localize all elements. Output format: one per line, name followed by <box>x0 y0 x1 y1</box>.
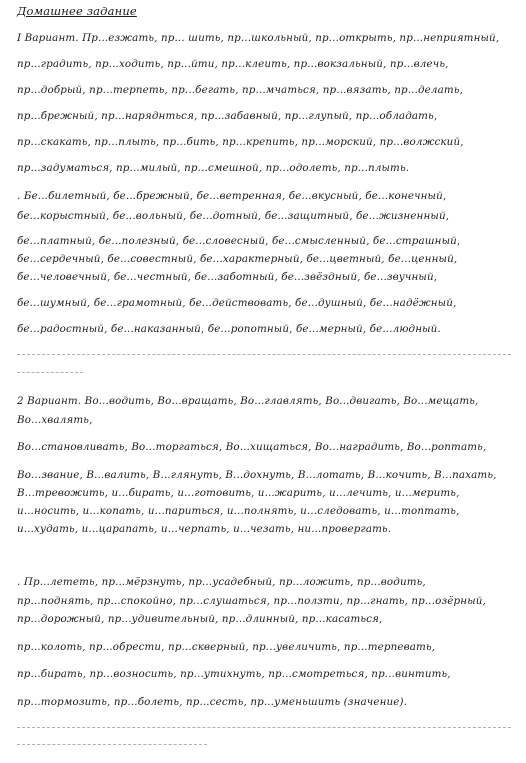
variant2-line: Во...хвалять, <box>17 414 93 426</box>
be-line: бе...корыстный, бе...вольный, бе...дотный, бе...защитный, бе...жизненный, <box>17 210 450 222</box>
be-line: бе...радостный, бе...наказанный, бе...ропотный, бе...мерный, бе...людный. <box>17 323 441 335</box>
variant2-line: 2 Вариант. Во...водить, Во...вращать, Во...главлять, Во...двигать, Во...мещать, <box>17 395 479 407</box>
pr-line: пр...поднять, пр...спокойно, пр...слушаться, пр...ползти, пр...гнать, пр...озёрный, <box>17 595 486 607</box>
variant1-line: пр...задуматься, пр...милый, пр...смешной, пр...одолеть, пр...плыть. <box>17 162 410 174</box>
section-divider <box>17 372 83 373</box>
be-line: бе...платный, бе...полезный, бе...словесный, бе...смысленный, бе...страшный, <box>17 235 461 247</box>
be-line: бе...человечный, бе...честный, бе...заботный, бе...звёздный, бе...звучный, <box>17 271 438 283</box>
page-title: Домашнее задание <box>17 4 137 18</box>
section-divider <box>17 744 207 745</box>
pr-line: . Пр...лететь, пр...мёрзнуть, пр...усадебный, пр...ложить, пр...водить, <box>17 576 426 588</box>
variant1-line: I Вариант. Пр...езжать, пр... шить, пр...школьный, пр...открыть, пр...неприятный, <box>17 32 500 44</box>
be-line: . Бе...билетный, бе...брежный, бе...ветренная, бе...вкусный, бе...конечный, <box>17 190 447 202</box>
variant2-line: и...носить, и...копать, и...париться, и...полнять, и...следовать, и...топтать, <box>17 505 460 517</box>
variant2-line: Во...звание, В...валить, В...глянуть, В...дохнуть, В...лотать, В...кочить, В...пахать, <box>17 469 497 481</box>
variant2-line: В...тревожить, и...бирать, и...готовить, и...жарить, и...лечить, и...мерить, <box>17 487 460 499</box>
variant1-line: пр...скакать, пр...плыть, пр...бить, пр...крепить, пр...морский, пр...волжский, <box>17 136 464 148</box>
variant2-line: Во...становливать, Во...торгаться, Во...хищаться, Во...наградить, Во...роптать, <box>17 441 487 453</box>
section-divider <box>17 727 511 728</box>
variant2-line: и...худать, и...царапать, и...черпать, и...чезать, ни...провергать. <box>17 523 392 535</box>
variant1-line: пр...брежный, пр...наряднться, пр...забавный, пр...глупый, пр...обладать, <box>17 110 438 122</box>
pr-line: пр...колоть, пр...обрести, пр...скверный, пр...увеличить, пр...терпевать, <box>17 641 436 653</box>
pr-line: пр...дорожный, пр...удивительный, пр...длинный, пр...касаться, <box>17 613 383 625</box>
variant1-line: пр...добрый, пр...терпеть, пр...бегать, пр...мчаться, пр...вязать, пр...делать, <box>17 84 464 96</box>
pr-line: пр...тормозить, пр...болеть, пр...сесть, пр...уменьшить (значение). <box>17 696 408 708</box>
be-line: бе...шумный, бе...грамотный, бе...действовать, бе...душный, бе...надёжный, <box>17 297 457 309</box>
be-line: бе...сердечный, бе...совестный, бе...характерный, бе...цветный, бе...ценный, <box>17 253 458 265</box>
variant1-line: пр...градить, пр...ходить, пр...йти, пр...клеить, пр...вокзальный, пр...влечь, <box>17 58 449 70</box>
section-divider <box>17 354 511 355</box>
pr-line: пр...бирать, пр...возносить, пр...утихнуть, пр...смотреться, пр...винтить, <box>17 668 451 680</box>
